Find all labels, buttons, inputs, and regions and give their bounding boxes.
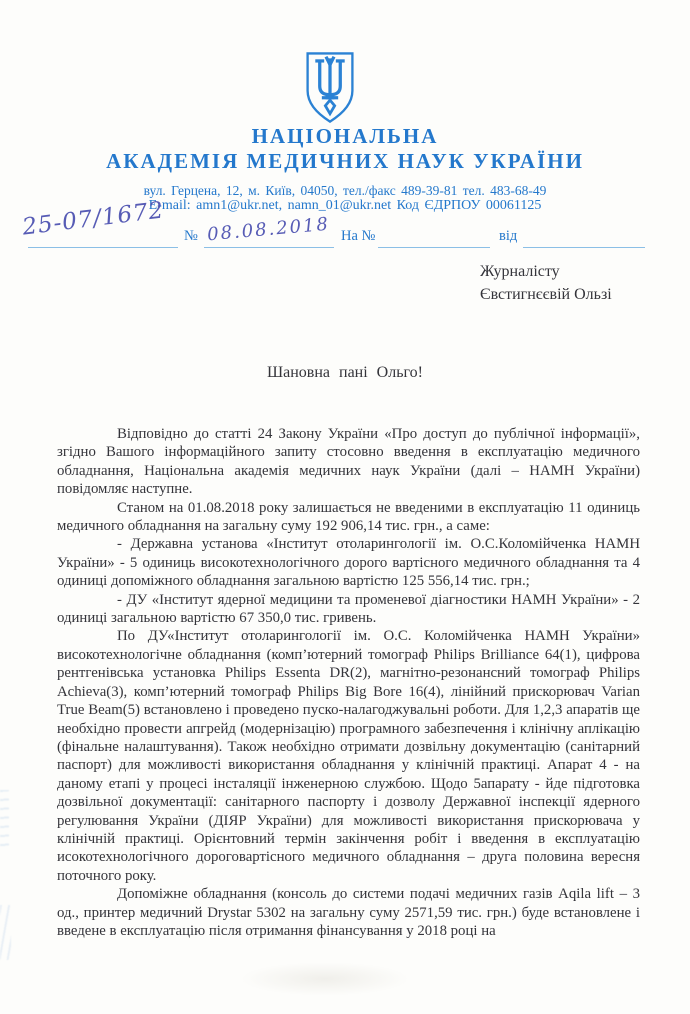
body-paragraph: - Державна установа «Інститут отоларингології ім. О.С.Коломійченка НАМН України» - 5 одиниць високотехнологічного дорого вартісного медичного обладнання та 4 одиниці допоміжного обладнання загальною вартістю 125 556,14 тис. грн.; <box>57 536 640 590</box>
date-blank-line <box>204 247 334 248</box>
org-name-line2: АКАДЕМІЯ МЕДИЧНИХ НАУК УКРАЇНИ <box>106 149 584 173</box>
scan-artifact <box>240 962 410 996</box>
scan-artifact <box>0 790 9 848</box>
recipient-name: Євстигнєєвій Ользі <box>480 286 612 303</box>
body-paragraph: - ДУ «Інститут ядерної медицини та променевої діагностики НАМН України» - 2 одиниці загальною вартістю 67 350,0 тис. гривень. <box>57 591 640 627</box>
recipient-block <box>480 260 612 306</box>
org-address-line: вул. Герцена, 12, м. Київ, 04050, тел./факс 489-39-81 тел. 483-68-49 <box>143 183 547 198</box>
from-date-blank-line <box>523 247 645 248</box>
letter-body <box>57 425 640 940</box>
body-paragraph: По ДУ«Інститут отоларингології ім. О.С. Коломійченка НАМН України» високотехнологічне обладнання (комп’ютерний томограф Philips Brilliance 64(1), цифрова рентгенівська установка Philips Essenta DR(2), магнітно-резонансний томограф Philips Achieva(3), комп’ютерний томограф Philips Big Bore 16(4), лінійний прискорювач Varian True Beam(5) встановлено і проведено пуско-налагоджувальні роботи. Для 1,2,3 апаратів ще необхідно провести апгрейд (модернізацію) програмного забезпечення і клінічну аплікацію (фінальне налаштування). Також необхідно отримати дозвільну документацію (санітарний паспорт) для можливості використання обладнання у клінічній практиці. Апарат 4 - на даному етапі у процесі інсталяції інженерною службою. Щодо 5апарату - йде підготовка дозвільної документації: санітарного паспорту і дозволу Державної інспекції ядерного регулювання України (ДІЯР України) для можливості використання прискорювача у клінічній практиці. Орієнтовний термін закінчення робіт і введення в експлуатацію исокотехнологічного дороговартісного медичного обладнання – друга половина вересня поточного року. <box>57 628 640 884</box>
org-email-line: E-mail: amn1@ukr.net, namn_01@ukr.net Код ЄДРПОУ 00061125 <box>148 198 542 213</box>
outgoing-number-blank-line <box>28 247 178 248</box>
salutation: Шановна пані Ольго! <box>266 364 424 381</box>
org-name-line1: НАЦІОНАЛЬНА <box>251 124 439 148</box>
incoming-number-label: На № <box>341 228 376 244</box>
ukraine-trident-emblem-icon <box>302 50 358 126</box>
from-date-label: від <box>499 228 518 244</box>
body-paragraph: Відповідно до статті 24 Закону України «Про доступ до публічної інформації», згідно Вашого інформаційного запиту стосовно введення в експлуатацію медичного обладнання, Національна академія медичних наук України (далі – НАМН України) повідомляє наступне. <box>57 426 640 498</box>
body-paragraph: Станом на 01.08.2018 року залишається не введеними в експлуатацію 11 одиниць медичного обладнання на загальну суму 192 906,14 тис. грн., а саме: <box>57 499 640 535</box>
body-paragraph: Допоміжне обладнання (консоль до системи подачі медичних газів Aqila lift – 3 од., принтер медичний Drystar 5302 на загальну суму 2571,59 тис. грн.) буде встановлене і введене в експлуатацію після отримання фінансування у 2018 році на <box>57 886 640 939</box>
outgoing-number-handwritten: 25-07/1672 <box>20 197 166 241</box>
recipient-role: Журналісту <box>480 263 560 280</box>
incoming-number-blank-line <box>378 247 490 248</box>
date-handwritten: 08.08.2018 <box>206 213 331 246</box>
scan-artifact <box>0 905 11 960</box>
number-symbol-label: № <box>184 228 198 244</box>
